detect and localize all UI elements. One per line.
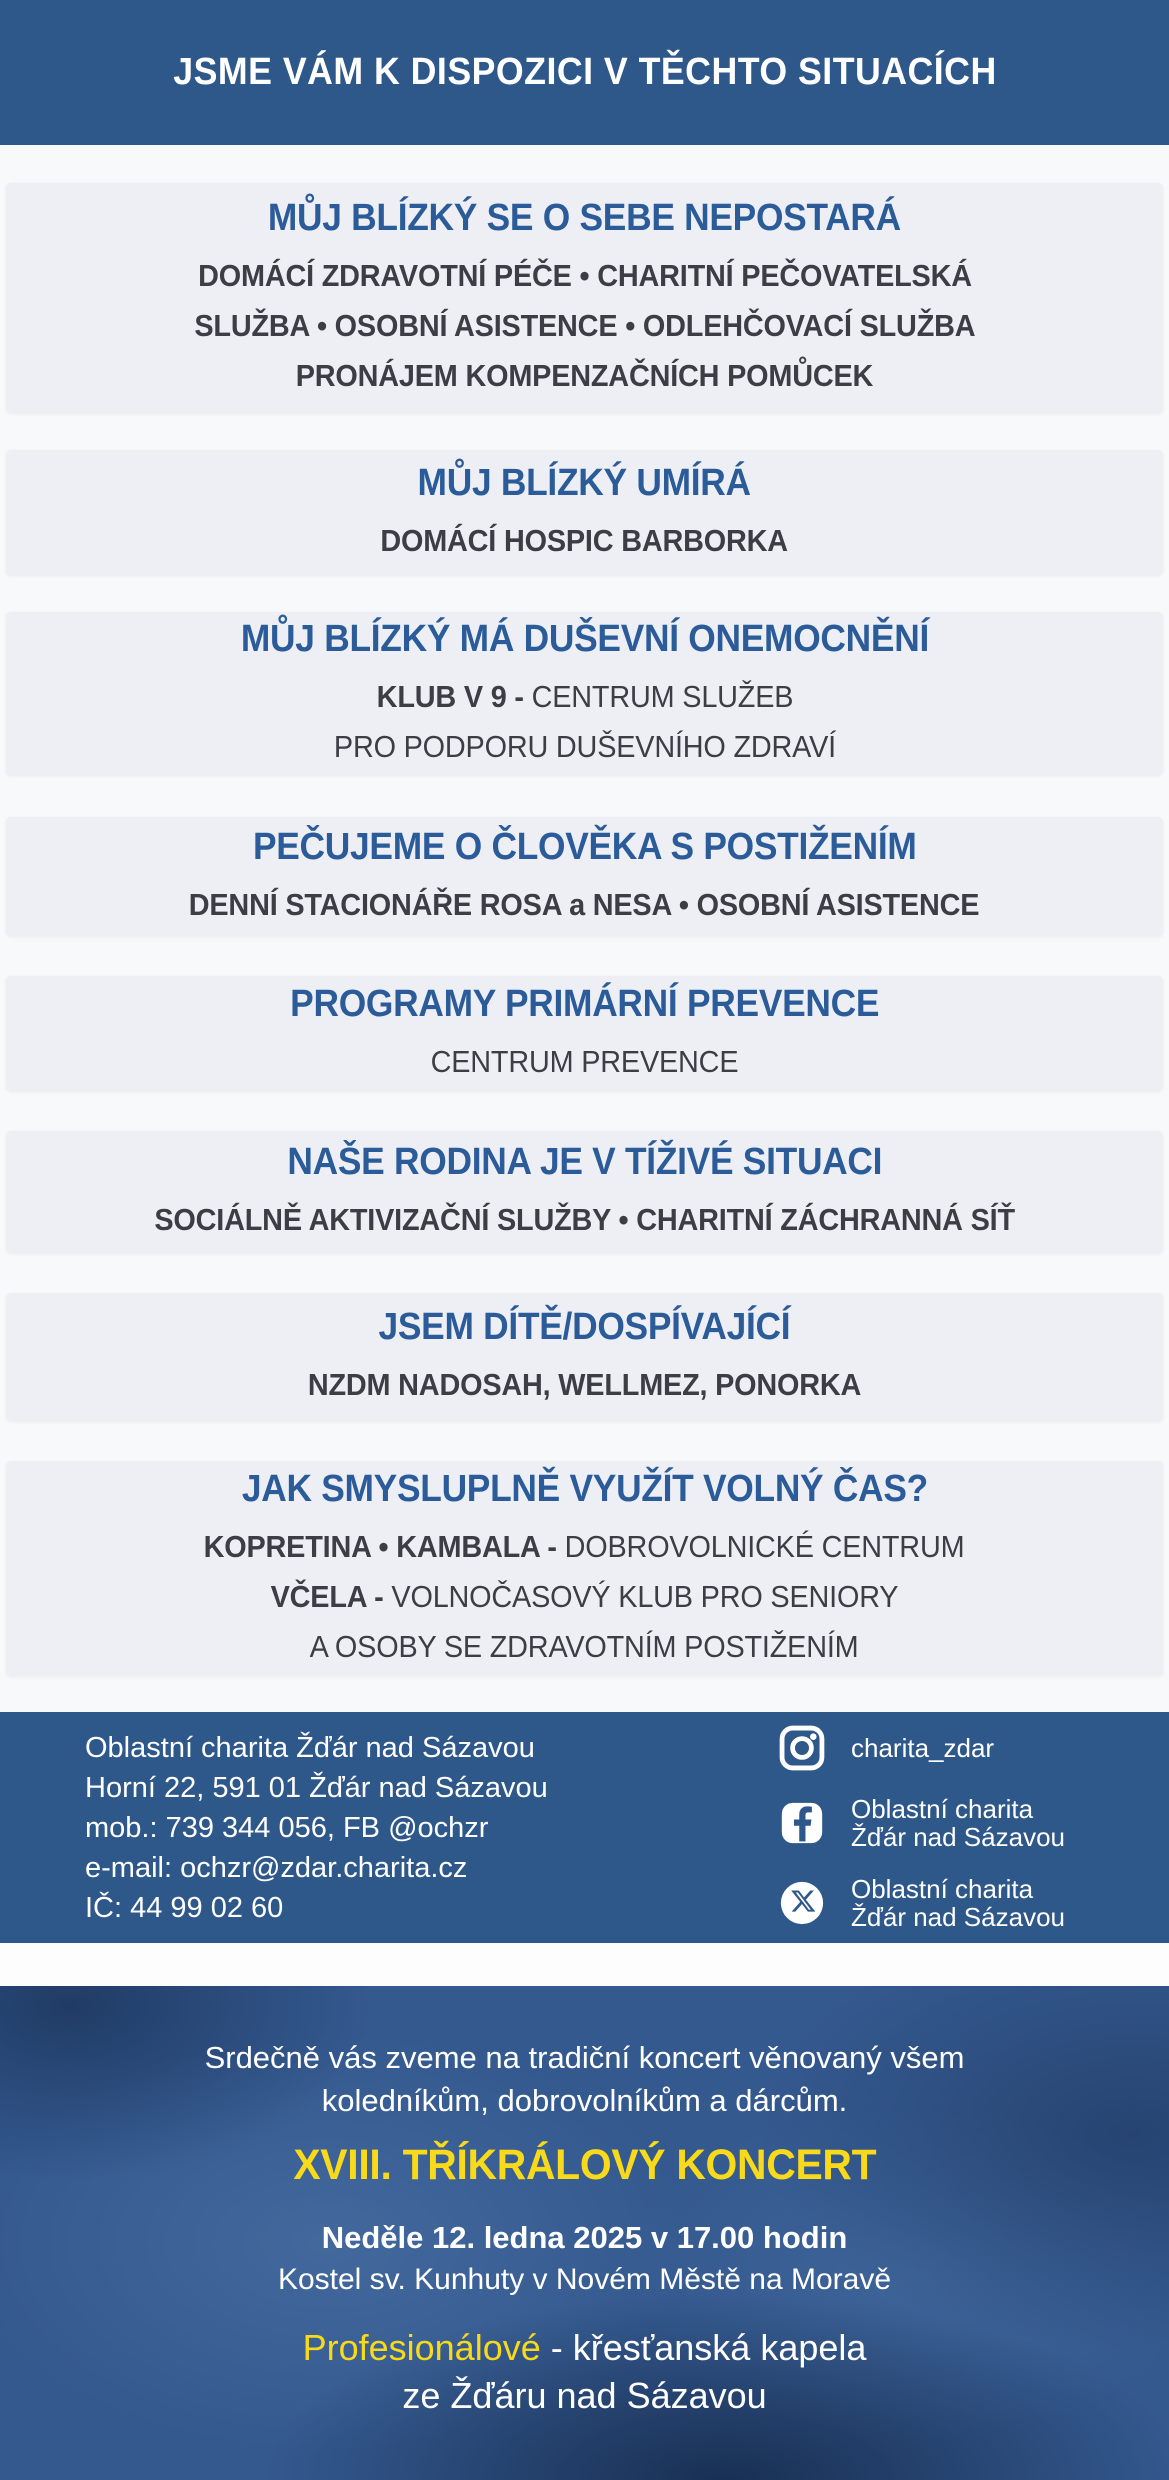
concert-section (0, 1986, 1169, 2480)
situation-card (6, 817, 1163, 936)
service-segment: KLUB V 9 - (376, 678, 532, 714)
service-line (431, 1037, 739, 1087)
service-line (204, 1522, 965, 1572)
situation-card (6, 450, 1163, 575)
contact-line: Horní 22, 591 01 Žďár nad Sázavou (85, 1771, 548, 1804)
service-line (376, 672, 793, 722)
service-segment: A OSOBY SE ZDRAVOTNÍM POSTIŽENÍM (310, 1628, 859, 1664)
service-segment: CENTRUM PREVENCE (430, 1043, 739, 1079)
social-handle: Oblastní charita Žďár nad Sázavou (851, 1873, 1065, 1932)
service-line (194, 301, 975, 351)
service-segment: DOMÁCÍ ZDRAVOTNÍ PÉČE • CHARITNÍ PEČOVATELSKÁ (197, 258, 972, 293)
service-segment: PRONÁJEM KOMPENZAČNÍCH POMŮCEK (295, 358, 874, 393)
situation-heading: NAŠE RODINA JE V TÍŽIVÉ SITUACI (287, 1141, 882, 1183)
service-line (198, 251, 972, 301)
contact-info (85, 1728, 548, 1928)
concert-venue: Kostel sv. Kunhuty v Novém Městě na Moravě (277, 2263, 892, 2296)
service-line (308, 1360, 861, 1410)
concert-title: XVIII. TŘÍKRÁLOVÝ KONCERT (293, 2141, 876, 2189)
header-banner (0, 0, 1169, 145)
contact-section (0, 1712, 1169, 1943)
band-description: - křesťanská kapela (540, 2327, 867, 2368)
concert-date: Neděle 12. ledna 2025 v 17.00 hodin (321, 2220, 848, 2255)
situation-heading: PEČUJEME O ČLOVĚKA S POSTIŽENÍM (252, 825, 917, 868)
social-handle: Oblastní charita Žďár nad Sázavou (851, 1793, 1065, 1852)
service-segment: CENTRUM SLUŽEB (531, 678, 793, 714)
concert-invitation-line: Srdečně vás zveme na tradiční koncert věnovaný všem (204, 2040, 965, 2075)
service-line (296, 351, 873, 401)
service-segment: VČELA - (270, 1578, 392, 1614)
instagram-icon (779, 1725, 825, 1771)
social-row-facebook (779, 1795, 1129, 1851)
social-links (779, 1725, 1129, 1931)
situation-card (6, 1461, 1163, 1676)
social-row-x (779, 1875, 1129, 1931)
contact-line: IČ: 44 99 02 60 (85, 1891, 284, 1924)
situation-card (6, 183, 1163, 413)
facebook-icon (779, 1800, 825, 1846)
situation-card (6, 976, 1163, 1091)
service-segment: DOBROVOLNICKÉ CENTRUM (565, 1528, 965, 1564)
concert-band-city: ze Žďáru nad Sázavou (402, 2375, 767, 2416)
concert-invitation-line: koledníkům, dobrovolníkům a dárcům. (321, 2083, 848, 2118)
service-segment: KOPRETINA • KAMBALA - (204, 1528, 566, 1564)
situation-heading: MŮJ BLÍZKÝ SE O SEBE NEPOSTARÁ (267, 197, 902, 239)
service-line (271, 1572, 899, 1622)
service-segment: NZDM NADOSAH, WELLMEZ, PONORKA (307, 1367, 862, 1402)
service-line (189, 880, 980, 930)
service-segment: VOLNOČASOVÝ KLUB PRO SENIORY (391, 1578, 899, 1614)
situation-heading: MŮJ BLÍZKÝ MÁ DUŠEVNÍ ONEMOCNĚNÍ (240, 617, 929, 660)
situation-heading: PROGRAMY PRIMÁRNÍ PREVENCE (289, 982, 880, 1025)
service-segment: DOMÁCÍ HOSPIC BARBORKA (380, 522, 789, 558)
situation-heading: JSEM DÍTĚ/DOSPÍVAJÍCÍ (378, 1306, 791, 1348)
situation-heading: JAK SMYSLUPLNĚ VYUŽÍT VOLNÝ ČAS? (241, 1467, 928, 1510)
service-segment: SLUŽBA • OSOBNÍ ASISTENCE • ODLEHČOVACÍ SLUŽBA (194, 308, 975, 343)
band-name: Profesionálové (302, 2327, 541, 2368)
social-handle: charita_zdar (851, 1732, 995, 1763)
x-icon (779, 1880, 825, 1926)
concert-invitation (205, 2036, 965, 2122)
situation-card (6, 612, 1163, 775)
situation-heading: MŮJ BLÍZKÝ UMÍRÁ (417, 461, 752, 504)
concert-band-line (303, 2325, 867, 2371)
divider-strip (0, 1943, 1169, 1986)
situation-card (6, 1293, 1163, 1421)
social-row-instagram (779, 1725, 1129, 1771)
service-segment: DENNÍ STACIONÁŘE ROSA a NESA • OSOBNÍ ASISTENCE (189, 886, 980, 922)
page-title: JSME VÁM K DISPOZICI V TĚCHTO SITUACÍCH (172, 51, 997, 93)
service-segment: PRO PODPORU DUŠEVNÍHO ZDRAVÍ (333, 728, 836, 764)
service-segment: SOCIÁLNĚ AKTIVIZAČNÍ SLUŽBY • CHARITNÍ ZÁCHRANNÁ SÍŤ (154, 1202, 1015, 1237)
service-line (154, 1195, 1015, 1245)
service-line (381, 516, 789, 566)
service-line (333, 722, 835, 772)
service-line (310, 1622, 859, 1672)
contact-line: e-mail: ochzr@zdar.charita.cz (85, 1851, 468, 1884)
contact-line: mob.: 739 344 056, FB @ochzr (85, 1811, 489, 1844)
situation-card (6, 1131, 1163, 1253)
contact-line: Oblastní charita Žďár nad Sázavou (85, 1731, 535, 1764)
